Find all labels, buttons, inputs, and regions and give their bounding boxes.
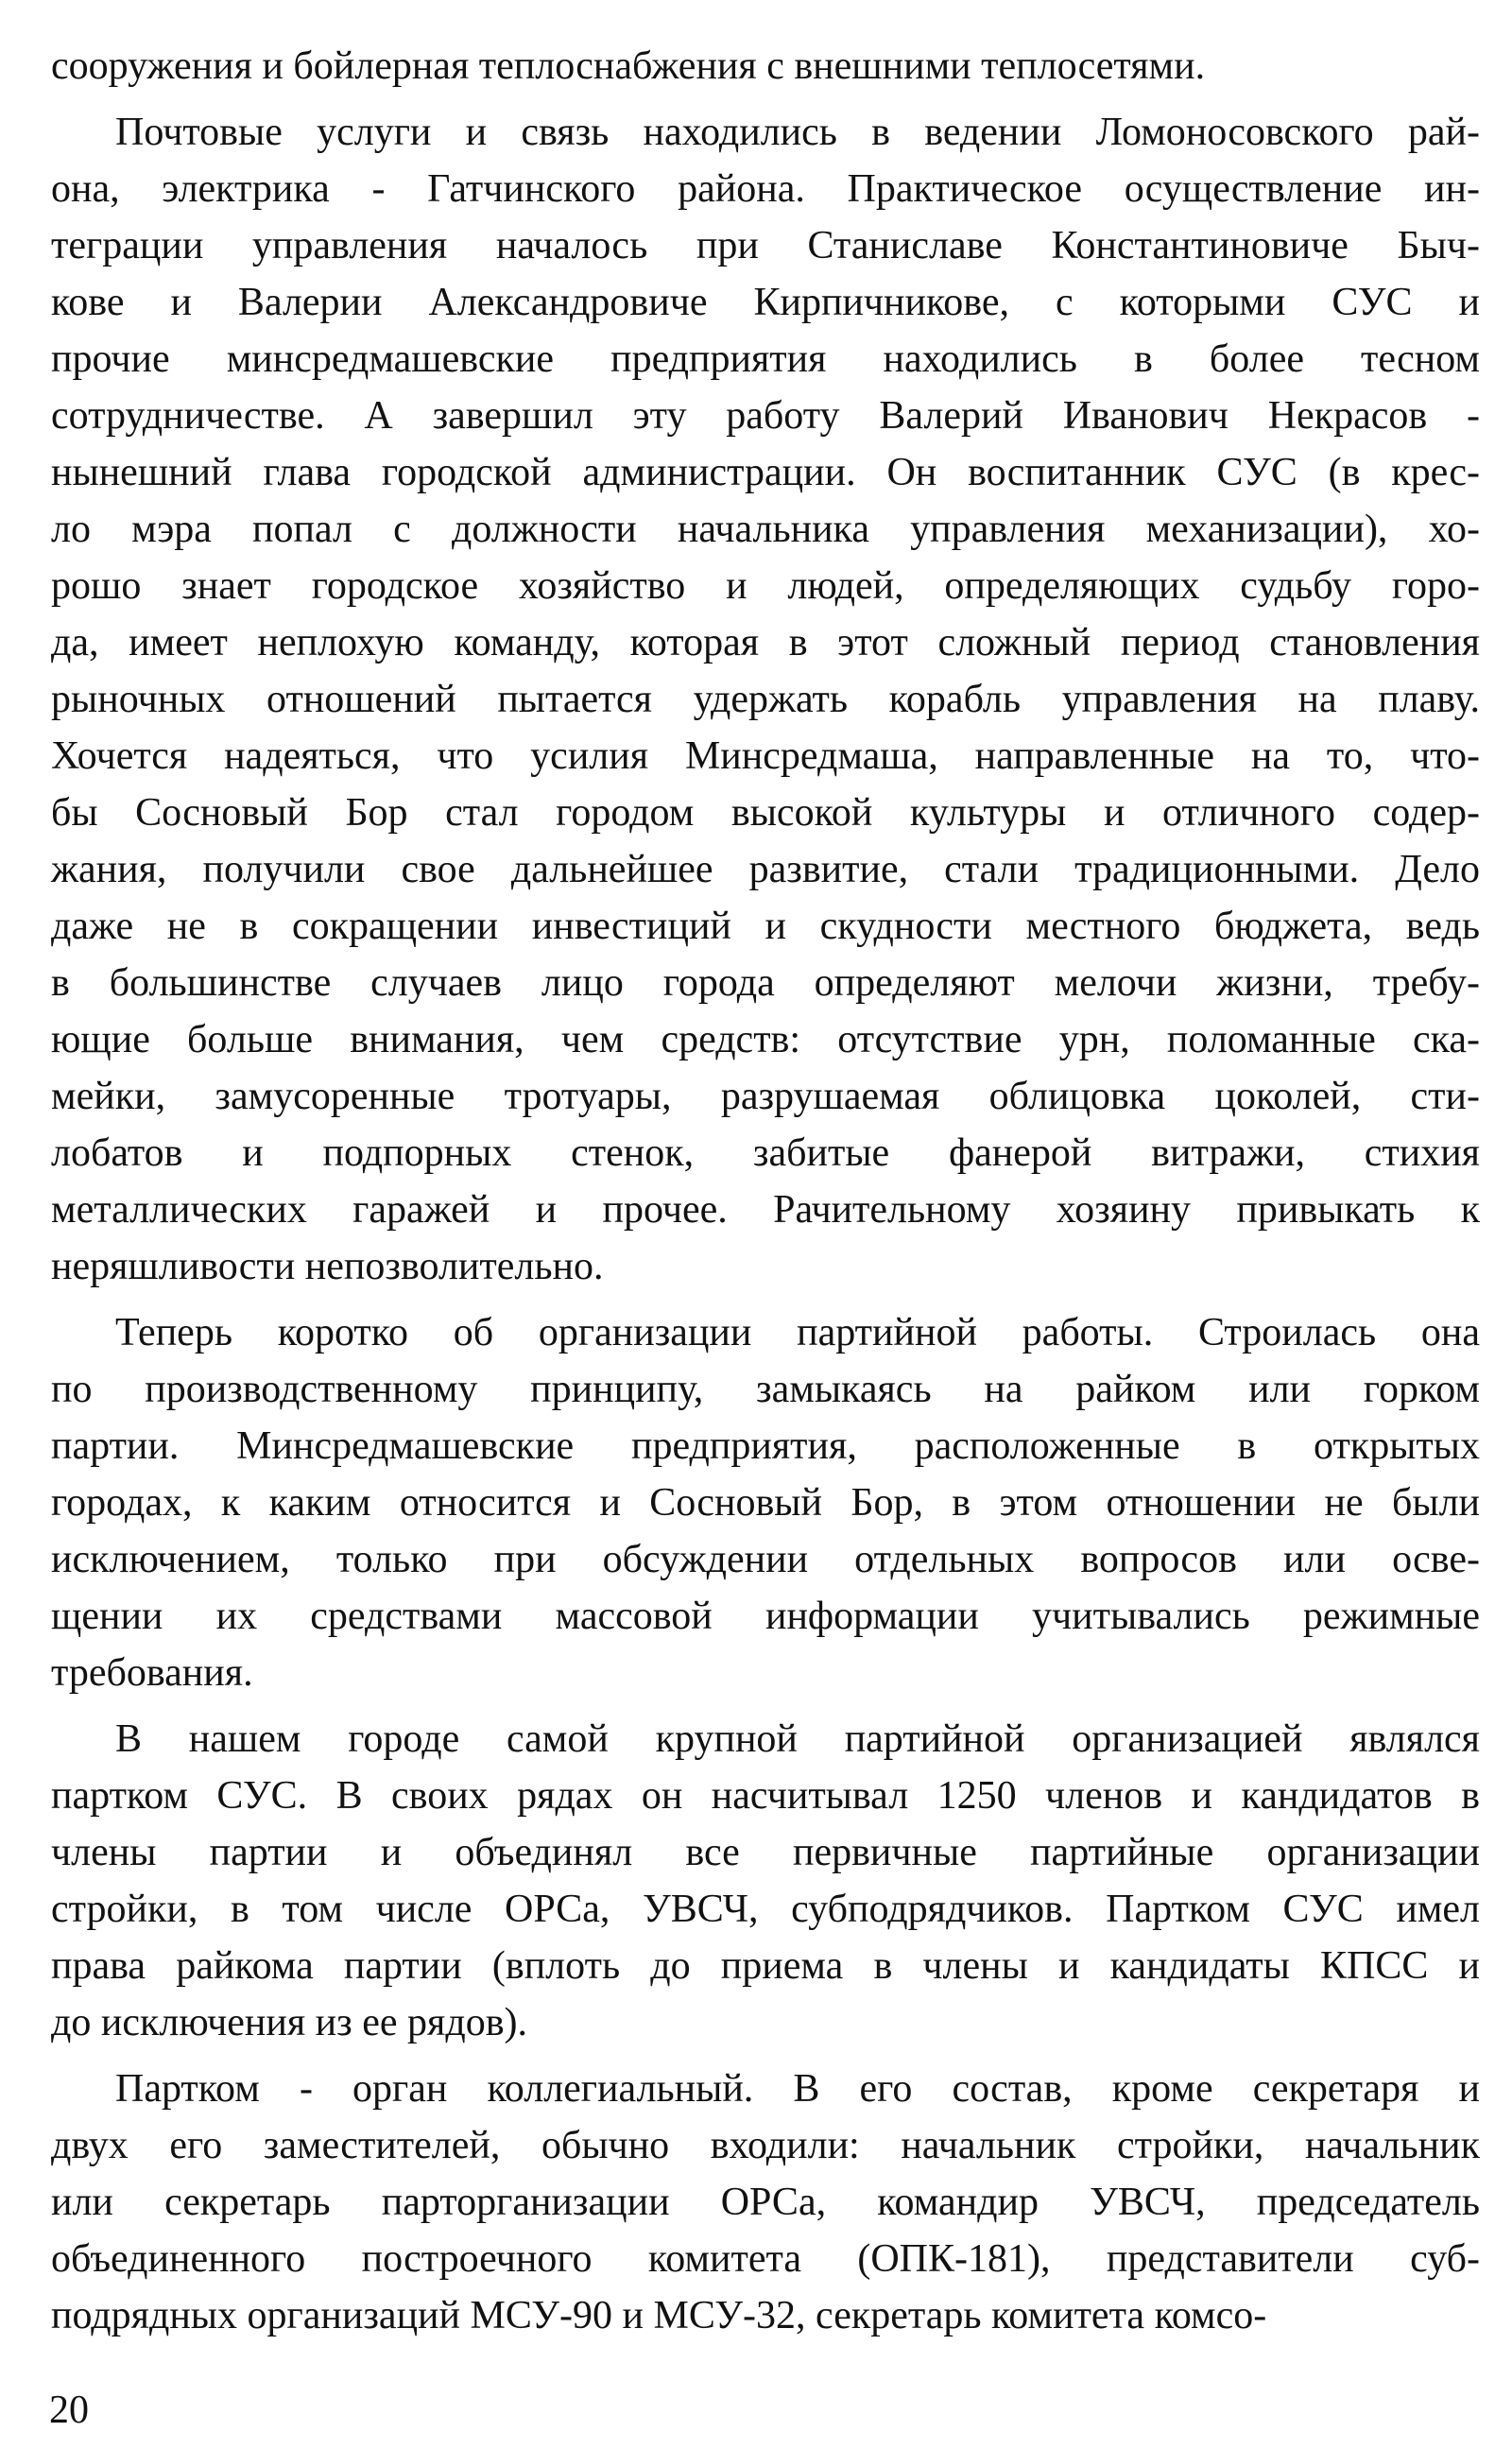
text-line: сооружения и бойлерная теплоснабжения с внешними теплосетями. [51,44,1206,88]
text-line: Почтовые услуги и связь находились в ведении Ломоносовского рай- [115,111,1480,154]
text-line: да, имеет неплохую команду, которая в этот сложный период становления [51,621,1480,664]
text-line: права райкома партии (вплоть до приема в члены и кандидаты КПСС и [51,1944,1480,1988]
text-line: сотрудничестве. А завершил эту работу Валерий Иванович Некрасов - [51,394,1480,438]
text-line: объединенного построечного комитета (ОПК-181), представители суб- [51,2237,1480,2281]
text-line: Хочется надеяться, что усилия Минсредмаша, направленные на то, что- [51,734,1480,778]
text-line: Партком - орган коллегиальный. В его состав, кроме секретаря и [115,2067,1480,2111]
text-line: кове и Валерии Александровиче Кирпичникове, с которыми СУС и [51,281,1480,324]
text-line: нынешний глава городской администрации. Он воспитанник СУС (в крес- [51,451,1480,494]
paragraph [51,104,1480,1295]
text-line: члены партии и объединял все первичные партийные организации [51,1831,1480,1874]
text-line: металлических гаражей и прочее. Рачительному хозяину привыкать к [51,1188,1480,1232]
text-line: рыночных отношений пытается удержать корабль управления на плаву. [51,678,1480,721]
text-line: по производственному принципу, замыкаясь на райком или горком [51,1368,1480,1411]
text-line: стройки, в том числе ОРСа, УВСЧ, субподрядчиков. Партком СУС имел [51,1888,1480,1931]
text-line: рошо знает городское хозяйство и людей, определяющих судьбу горо- [51,564,1480,608]
text-line: даже не в сокращении инвестиций и скудности местного бюджета, ведь [51,905,1480,948]
text-line: требования. [51,1651,253,1695]
text-line: исключением, только при обсуждении отдельных вопросов или осве- [51,1538,1480,1581]
text-line: ло мэра попал с должности начальника управления механизации), хо- [51,508,1480,551]
text-line: Теперь коротко об организации партийной работы. Строилась она [115,1311,1480,1354]
text-line: подрядных организаций МСУ-90 и МСУ-32, секретарь комитета комсо- [51,2294,1267,2337]
paragraph [51,2061,1480,2344]
text-line: лобатов и подпорных стенок, забитые фанерой витражи, стихия [51,1131,1480,1175]
text-line: щении их средствами массовой информации учитывались режимные [51,1595,1480,1638]
text-line: она, электрика - Гатчинского района. Практическое осуществление ин- [51,167,1480,211]
text-line: до исключения из ее рядов). [51,2001,528,2044]
text-line: партком СУС. В своих рядах он насчитывал 1250 членов и кандидатов в [51,1774,1480,1818]
paragraph [51,1711,1480,2051]
text-line: бы Сосновый Бор стал городом высокой культуры и отличного содер- [51,791,1480,835]
text-line: прочие минсредмашевские предприятия находились в более тесном [51,337,1480,381]
text-line: В нашем городе самой крупной партийной организацией являлся [115,1717,1480,1761]
text-line: партии. Минсредмашевские предприятия, расположенные в открытых [51,1424,1480,1468]
text-line: мейки, замусоренные тротуары, разрушаемая облицовка цоколей, сти- [51,1075,1480,1118]
paragraph [51,38,1480,95]
page-number: 20 [49,2389,89,2432]
text-line: в большинстве случаев лицо города определяют мелочи жизни, требу- [51,961,1480,1005]
text-line: жания, получили свое дальнейшее развитие, стали традиционными. Дело [51,848,1480,891]
text-line: двух его заместителей, обычно входили: начальник стройки, начальник [51,2124,1480,2167]
text-line: теграции управления началось при Станиславе Константиновиче Быч- [51,224,1480,267]
paragraph [51,1304,1480,1701]
text-line: ющие больше внимания, чем средств: отсутствие урн, поломанные ска- [51,1018,1480,1061]
body-text [51,38,1480,2344]
text-line: неряшливости непозволительно. [51,1245,604,1288]
text-line: или секретарь парторганизации ОРСа, командир УВСЧ, председатель [51,2181,1480,2224]
text-line: городах, к каким относится и Сосновый Бор, в этом отношении не были [51,1481,1480,1525]
